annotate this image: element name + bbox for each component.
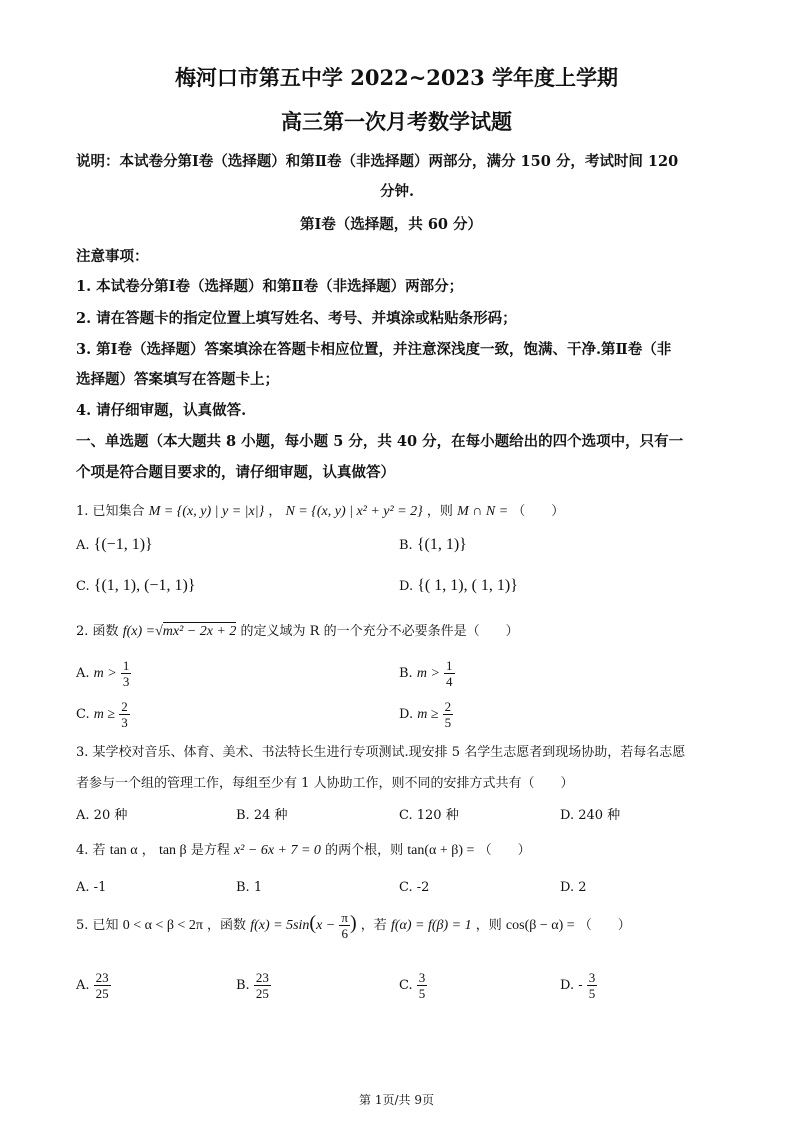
sqrt-symbol: √: [155, 624, 163, 639]
q5-option-a-fraction: [94, 970, 111, 1001]
attention-title: 注意事项：: [76, 248, 149, 265]
q2-option-d-rel: m ≥: [417, 707, 439, 722]
q1-option-a-text: {(−1, 1)}: [93, 536, 153, 553]
q4-option-d: [560, 880, 587, 895]
q5-mid3: ，则: [475, 918, 502, 933]
q4-option-a-label: A.: [76, 880, 90, 895]
exam-note-line2: 分钟.: [380, 183, 415, 200]
section-heading-line1: 一、单选题（本大题共 8 小题，每小题 5 分，共 40 分，在每小题给出的四个选项中，只有一: [76, 433, 684, 450]
q5-option-d-sign: -: [578, 978, 583, 993]
q2-option-d-den: 5: [444, 715, 452, 730]
q2-option-c-num: 2: [121, 699, 128, 714]
q5-option-c-label: C.: [399, 978, 413, 993]
q4-mid: 是方程: [190, 843, 230, 858]
q2-option-c: [76, 699, 130, 730]
q4-option-a-text: -1: [93, 880, 107, 895]
q5-option-b-den: 25: [255, 986, 269, 1001]
q5-option-b-label: B.: [236, 978, 250, 993]
q1-option-c: [76, 577, 195, 595]
q1-option-a-label: A.: [76, 538, 90, 553]
q5-func: f(x) = 5sin: [250, 918, 310, 933]
q5-option-d-num: 3: [588, 970, 596, 985]
q5-option-b-num: 23: [255, 970, 269, 985]
q5-option-c: [399, 970, 427, 1001]
q1-comma: ，: [268, 504, 282, 519]
q2-option-d-num: 2: [444, 699, 452, 714]
q1-option-b: [399, 536, 467, 554]
q5-option-d-fraction: [587, 970, 598, 1001]
q5-pi-num: π: [341, 910, 348, 925]
q5-option-b-fraction: [254, 970, 271, 1001]
q2-option-c-rel: m ≥: [93, 707, 116, 722]
q4-prefix: 4. 若: [76, 843, 106, 858]
q2-option-c-fraction: [119, 699, 130, 730]
exam-title-line2: 高三第一次月考数学试题: [281, 109, 512, 134]
q4-option-c: [399, 880, 429, 895]
section-heading-line2: 个项是符合题目要求的，请仔细审题，认真做答）: [76, 464, 395, 481]
q2-option-a: [76, 658, 131, 689]
q4-comma: ，: [141, 843, 155, 858]
q1-option-d-label: D.: [399, 579, 414, 594]
q5-condition2: f(α) = f(β) = 1: [390, 918, 472, 933]
q1-option-c-text: {(1, 1), (−1, 1)}: [93, 577, 196, 594]
q1-set-n: N = {(x, y) | x² + y² = 2}: [285, 504, 423, 519]
attention-item-2: 2. 请在答题卡的指定位置上填写姓名、考号、并填涂或粘贴条形码；: [76, 310, 517, 327]
page-number: 第 1页/共 9页: [359, 1093, 434, 1107]
question-1: [76, 500, 564, 520]
attention-item-1: 1. 本试卷分第Ⅰ卷（选择题）和第Ⅱ卷（非选择题）两部分；: [76, 278, 464, 295]
q5-inner: x −: [316, 918, 336, 933]
q1-option-b-text: {(1, 1)}: [416, 536, 467, 553]
q5-mid2: ，若: [360, 918, 387, 933]
q4-option-b-label: B.: [236, 880, 250, 895]
q5-mid: ，函数: [207, 918, 247, 933]
q2-option-b: [399, 658, 455, 689]
q5-condition: 0 < α < β < 2π: [122, 918, 203, 933]
q1-then: ，则: [426, 504, 453, 519]
q1-option-a: [76, 536, 153, 554]
q2-option-a-num: 1: [122, 658, 130, 673]
q5-option-c-den: 5: [418, 986, 426, 1001]
q2-option-c-label: C.: [76, 707, 90, 722]
q5-pi-den: 6: [341, 926, 348, 941]
q2-option-a-fraction: [121, 658, 132, 689]
question-4: [76, 839, 531, 859]
q4-option-c-label: C.: [399, 880, 413, 895]
q5-option-a-den: 25: [95, 986, 109, 1001]
q2-option-b-rel: m >: [416, 666, 440, 681]
part-title: 第Ⅰ卷（选择题，共 60 分）: [300, 216, 483, 233]
q5-option-d-label: D.: [560, 978, 575, 993]
q5-option-a-num: 23: [95, 970, 109, 985]
q2-option-d-fraction: [443, 699, 454, 730]
q4-option-b-text: 1: [253, 880, 263, 895]
question-3-line2: 者参与一个组的管理工作，每组至少有 1 人协助工作，则不同的安排方式共有（ ）: [76, 776, 574, 791]
q5-expr: cos(β − α) =: [505, 918, 575, 933]
q2-radicand: mx² − 2x + 2: [162, 624, 237, 639]
q4-expr: tan(α + β) =: [407, 843, 475, 858]
q5-option-a: [76, 970, 111, 1001]
q4-mid2: 的两个根，则: [325, 843, 404, 858]
q4-tan-beta: tan β: [158, 843, 187, 858]
q2-option-c-den: 3: [121, 715, 128, 730]
q5-prefix: 5. 已知: [76, 918, 119, 933]
q4-tan-alpha: tan α: [109, 843, 138, 858]
q1-option-d-text: {( 1, 1), ( 1, 1)}: [417, 577, 518, 594]
q3-option-a-text: 20 种: [93, 808, 128, 823]
q5-pi-fraction: [339, 910, 350, 941]
q2-suffix: 的定义域为 R 的一个充分不必要条件是（ ）: [240, 624, 519, 639]
q3-option-b-label: B.: [236, 808, 250, 823]
attention-item-3: 3. 第Ⅰ卷（选择题）答案填涂在答题卡相应位置，并注意深浅度一致，饱满、干净.第Ⅱ卷（非: [76, 341, 672, 358]
q3-option-b: [236, 804, 288, 823]
q4-option-d-label: D.: [560, 880, 575, 895]
q2-option-b-fraction: [444, 658, 455, 689]
attention-item-3-cont: 选择题）答案填写在答题卡上；: [76, 371, 279, 388]
q5-option-d: [560, 970, 597, 1001]
q4-option-a: [76, 880, 106, 895]
q4-option-b: [236, 880, 262, 895]
q4-blank: （ ）: [478, 843, 531, 858]
q1-expr: M ∩ N =: [457, 504, 509, 519]
q5-option-a-label: A.: [76, 978, 90, 993]
q1-option-d: [399, 577, 518, 595]
question-2: [76, 620, 519, 640]
exam-title-line1: 梅河口市第五中学 2022~2023 学年度上学期: [174, 65, 619, 90]
q2-option-d-label: D.: [399, 707, 414, 722]
q5-option-b: [236, 970, 271, 1001]
q1-prefix: 1. 已知集合: [76, 504, 145, 519]
q2-prefix: 2. 函数: [76, 624, 119, 639]
q5-option-c-fraction: [417, 970, 428, 1001]
q2-option-b-den: 4: [446, 674, 453, 689]
q2-option-a-rel: m >: [93, 666, 117, 681]
q3-option-d-text: 240 种: [578, 808, 621, 823]
question-5: [76, 910, 631, 941]
q3-option-d-label: D.: [560, 808, 575, 823]
q3-option-c-text: 120 种: [416, 808, 459, 823]
q2-option-d: [399, 699, 453, 730]
question-3-line1: 3. 某学校对音乐、体育、美术、书法特长生进行专项测试.现安排 5 名学生志愿者到现场协助，若每名志愿: [76, 745, 686, 760]
attention-item-4: 4. 请仔细审题，认真做答.: [76, 402, 247, 419]
q3-option-d: [560, 804, 620, 823]
q3-option-a: [76, 804, 127, 823]
q2-option-b-num: 1: [446, 658, 453, 673]
q1-option-c-label: C.: [76, 579, 90, 594]
q1-set-m: M = {(x, y) | y = |x|}: [148, 504, 265, 519]
q5-option-c-num: 3: [418, 970, 426, 985]
q2-option-a-den: 3: [122, 674, 130, 689]
q1-option-b-label: B.: [399, 538, 413, 553]
q2-option-b-label: B.: [399, 666, 413, 681]
q4-equation: x² − 6x + 7 = 0: [233, 843, 321, 858]
q5-blank: （ ）: [578, 918, 631, 933]
q3-option-c: [399, 804, 459, 823]
q2-option-a-label: A.: [76, 666, 90, 681]
q2-func: f(x) =: [122, 624, 156, 639]
q3-option-c-label: C.: [399, 808, 413, 823]
q5-option-d-den: 5: [588, 986, 596, 1001]
q5-paren-open: (: [309, 912, 317, 934]
q1-blank: （ ）: [512, 504, 565, 519]
q3-option-a-label: A.: [76, 808, 90, 823]
exam-note-line1: 说明：本试卷分第Ⅰ卷（选择题）和第Ⅱ卷（非选择题）两部分，满分 150 分，考试时间 120: [76, 153, 679, 170]
q3-option-b-text: 24 种: [253, 808, 288, 823]
q4-option-c-text: -2: [416, 880, 430, 895]
q4-option-d-text: 2: [578, 880, 587, 895]
q5-paren-close: ): [349, 912, 357, 934]
